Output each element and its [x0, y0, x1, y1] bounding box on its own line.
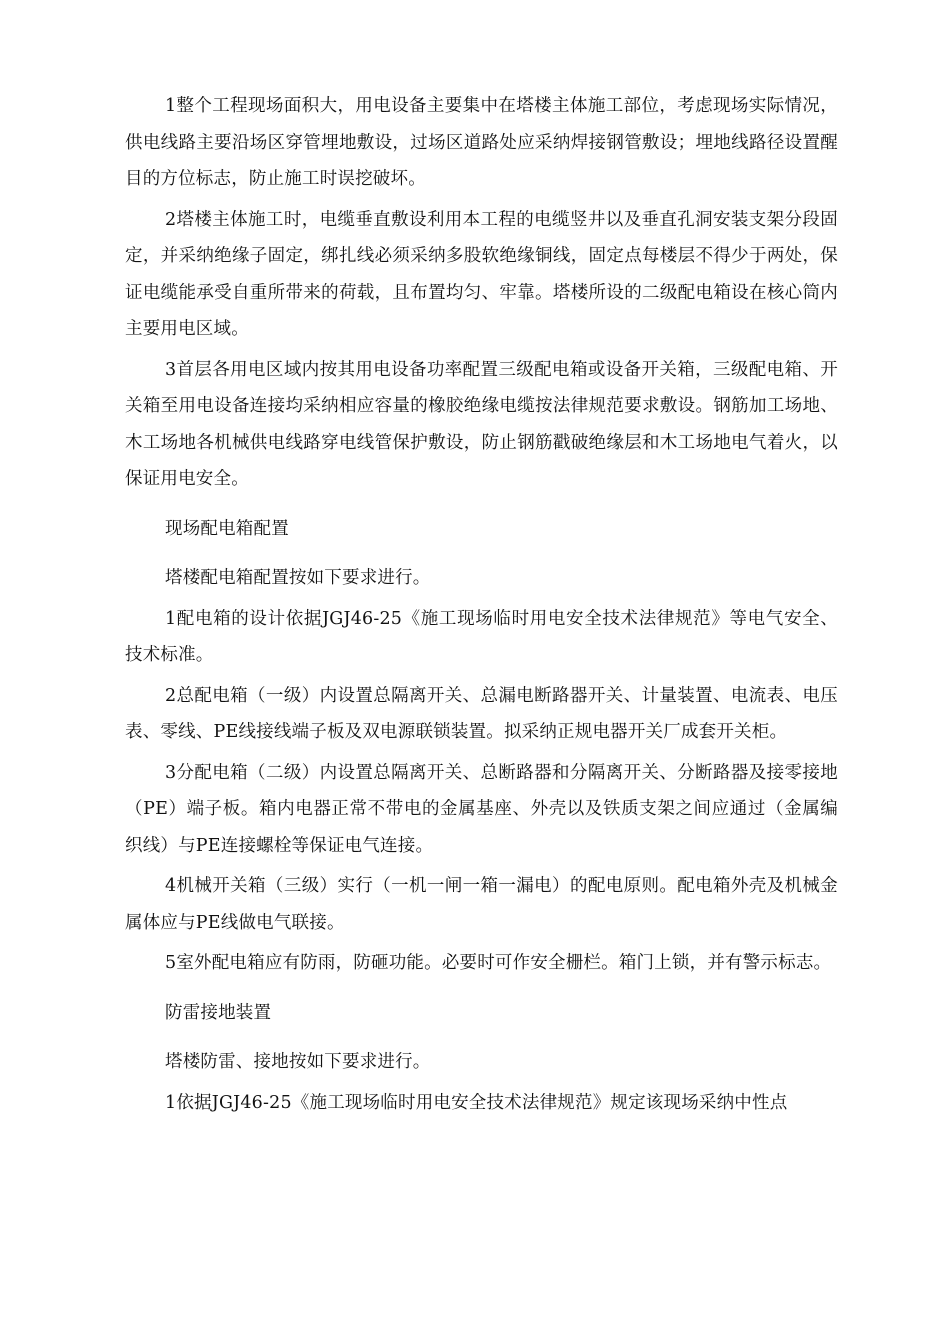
document-body	[125, 88, 838, 1121]
paragraph-grounding-intro: 塔楼防雷、接地按如下要求进行。	[165, 1052, 431, 1072]
paragraph-sub-box: 3分配电箱（二级）内设置总隔离开关、总断路器和分隔离开关、分断路器及接零接地（PE）端子板。箱内电器正常不带电的金属基座、外壳以及铁质支架之间应通过（金属编织线）与PE连接螺栓等保证电气连接。	[125, 762, 838, 856]
paragraph-grounding-basis: 1依据JGJ46-25《施工现场临时用电安全技术法律规范》规定该现场采纳中性点	[165, 1092, 788, 1113]
paragraph-main-box: 2总配电箱（一级）内设置总隔离开关、总漏电断路器开关、计量装置、电流表、电压表、零线、PE线接线端子板及双电源联锁装置。拟采纳正规电器开关厂成套开关柜。	[125, 685, 838, 742]
paragraph-vertical-cable: 2塔楼主体施工时，电缆垂直敷设利用本工程的电缆竖井以及垂直孔洞安装支架分段固定，并采纳绝缘子固定，绑扎线必须采纳多股软绝缘铜线，固定点每楼层不得少于两处，保证电缆能承受自重所带来的荷载，且布置均匀、牢靠。塔楼所设的二级配电箱设在核心筒内主要用电区域。	[125, 209, 838, 339]
paragraph-first-floor-distribution: 3首层各用电区域内按其用电设备功率配置三级配电箱或设备开关箱，三级配电箱、开关箱至用电设备连接均采纳相应容量的橡胶绝缘电缆按法律规范要求敷设。钢筋加工场地、木工场地各机械供电线路穿电线管保护敷设，防止钢筋戳破绝缘层和木工场地电气着火，以保证用电安全。	[125, 359, 838, 489]
paragraph-box-config-intro: 塔楼配电箱配置按如下要求进行。	[165, 568, 431, 588]
paragraph-switch-box: 4机械开关箱（三级）实行（一机一闸一箱一漏电）的配电原则。配电箱外壳及机械金属体应与PE线做电气联接。	[125, 876, 838, 933]
section-heading-lightning-grounding: 防雷接地装置	[165, 1002, 272, 1023]
paragraph-cable-routing: 1整个工程现场面积大，用电设备主要集中在塔楼主体施工部位，考虑现场实际情况，供电线路主要沿场区穿管埋地敷设，过场区道路处应采纳焊接钢管敷设；埋地线路径设置醒目的方位标志，防止施工时误挖破坏。	[125, 96, 838, 189]
paragraph-box-design-basis: 1配电箱的设计依据JGJ46-25《施工现场临时用电安全技术法律规范》等电气安全、技术标准。	[125, 608, 838, 665]
paragraph-outdoor-box: 5室外配电箱应有防雨，防砸功能。必要时可作安全栅栏。箱门上锁，并有警示标志。	[165, 953, 832, 973]
section-heading-distribution-box: 现场配电箱配置	[165, 518, 289, 539]
